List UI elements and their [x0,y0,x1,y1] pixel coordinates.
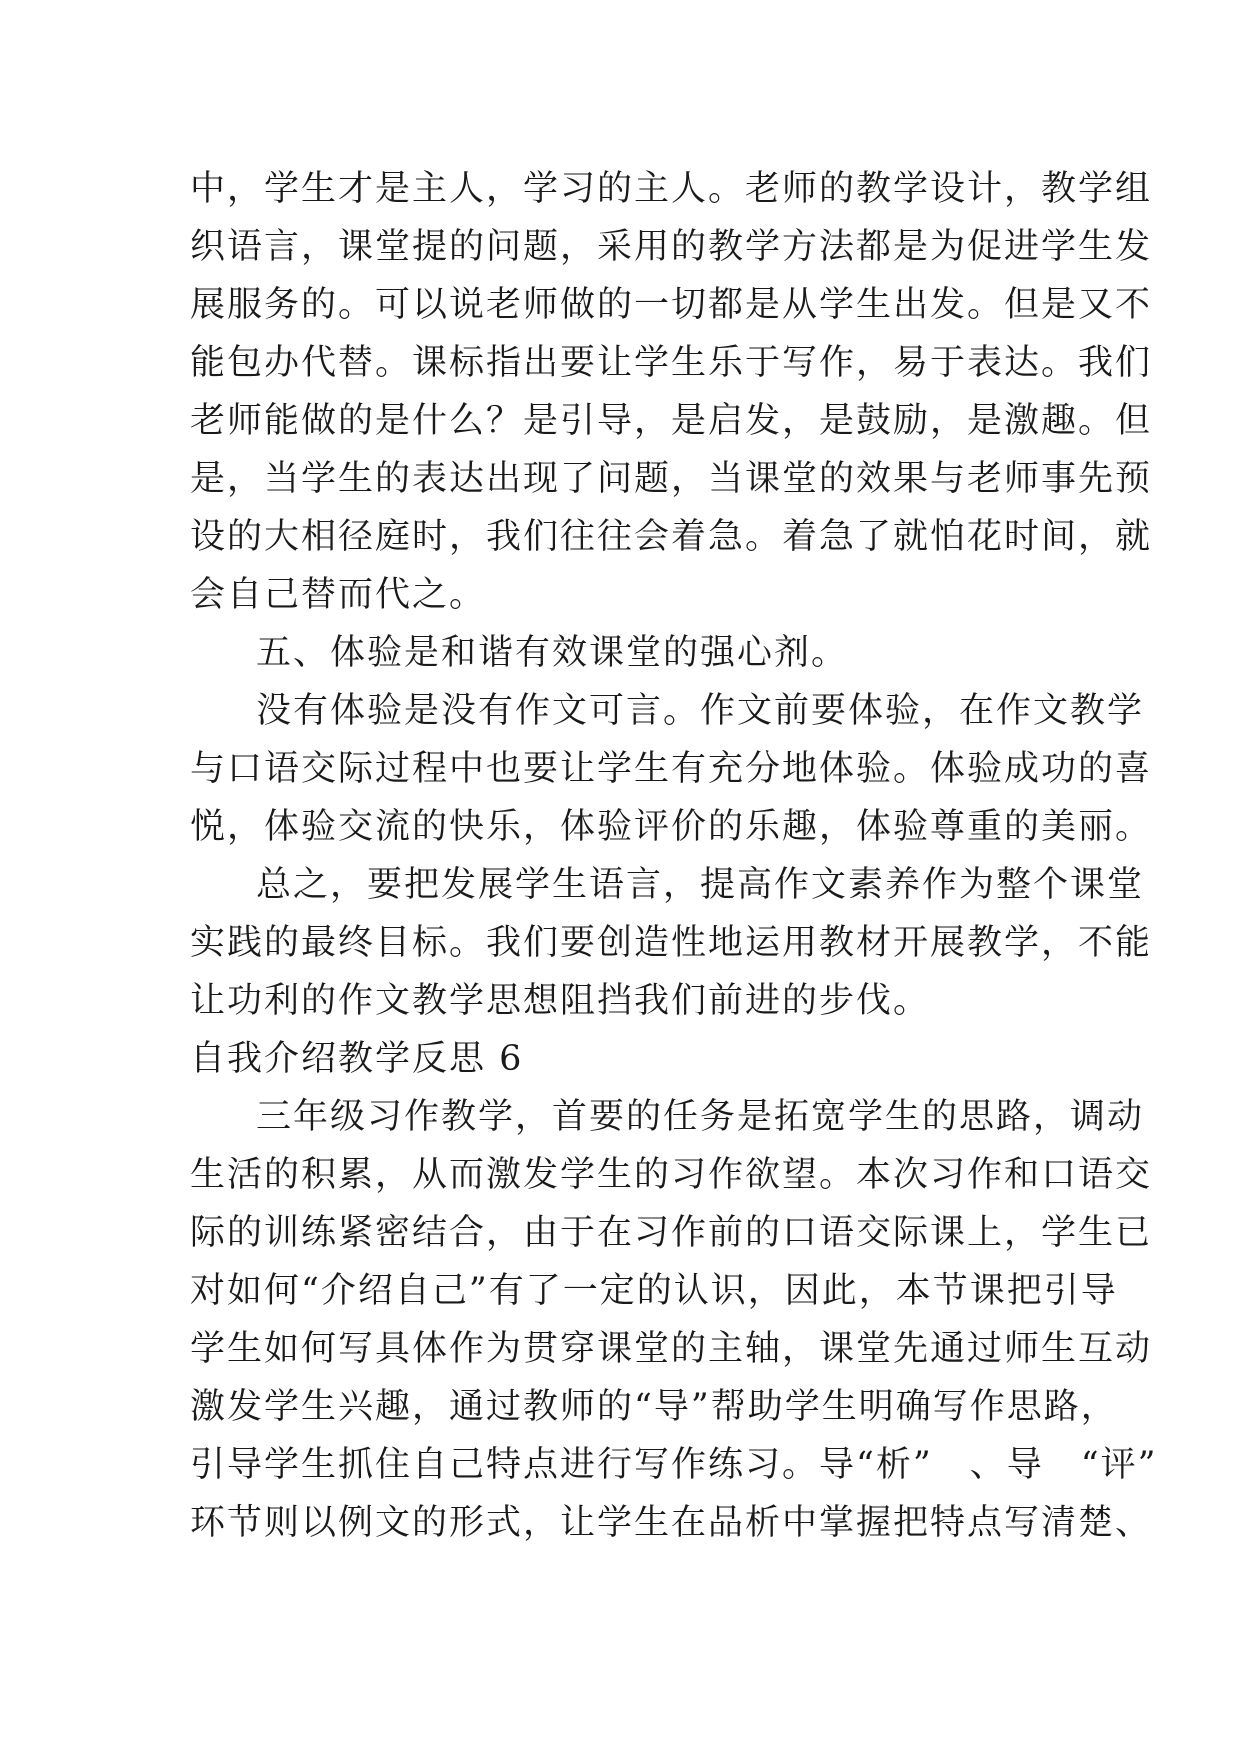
section-heading-5: 五、体验是和谐有效课堂的强心剂。 [256,633,849,673]
text-line: 引导学生抓住自己特点进行写作练习。导“析” 、导 “评” [190,1445,1158,1485]
text-line: 激发学生兴趣，通过教师的“导”帮助学生明确写作思路， [190,1387,1118,1427]
text-line: 总之，要把发展学生语言，提高作文素养作为整个课堂 [256,865,1145,905]
text-line: 三年级习作教学，首要的任务是拓宽学生的思路，调动 [256,1097,1145,1137]
text-line: 展服务的。可以说老师做的一切都是从学生出发。但是又不 [190,285,1153,325]
text-line: 与口语交际过程中也要让学生有充分地体验。体验成功的喜 [190,749,1153,789]
text-line: 让功利的作文教学思想阻挡我们前进的步伐。 [190,981,931,1021]
text-line: 是，当学生的表达出现了问题，当课堂的效果与老师事先预 [190,459,1153,499]
text-line: 织语言，课堂提的问题，采用的教学方法都是为促进学生发 [190,227,1153,267]
paragraph-3 [190,856,1153,1030]
paragraph-1 [190,160,1153,624]
text-line: 没有体验是没有作文可言。作文前要体验，在作文教学 [256,691,1145,731]
text-line: 能包办代替。课标指出要让学生乐于写作，易于表达。我们 [190,343,1153,383]
text-line: 生活的积累，从而激发学生的习作欲望。本次习作和口语交 [190,1155,1153,1195]
document-body [190,160,1158,1552]
text-line: 环节则以例文的形式，让学生在品析中掌握把特点写清楚、 [190,1503,1153,1543]
text-line: 实践的最终目标。我们要创造性地运用教材开展教学，不能 [190,923,1153,963]
text-line: 会自己替而代之。 [190,575,487,615]
text-line: 老师能做的是什么？是引导，是启发，是鼓励，是激趣。但 [190,401,1153,441]
paragraph-4 [190,1088,1158,1552]
section-title: 自我介绍教学反思 6 [190,1039,524,1079]
text-line: 中，学生才是主人，学习的主人。老师的教学设计，教学组 [190,169,1153,209]
paragraph-2 [190,682,1153,856]
text-line: 际的训练紧密结合，由于在习作前的口语交际课上，学生已 [190,1213,1153,1253]
text-line: 设的大相径庭时，我们往往会着急。着急了就怕花时间，就 [190,517,1153,557]
text-line: 悦，体验交流的快乐，体验评价的乐趣，体验尊重的美丽。 [190,807,1153,847]
text-line: 学生如何写具体作为贯穿课堂的主轴，课堂先通过师生互动 [190,1329,1153,1369]
text-line: 对如何“介绍自己”有了一定的认识，因此，本节课把引导 [190,1271,1118,1311]
